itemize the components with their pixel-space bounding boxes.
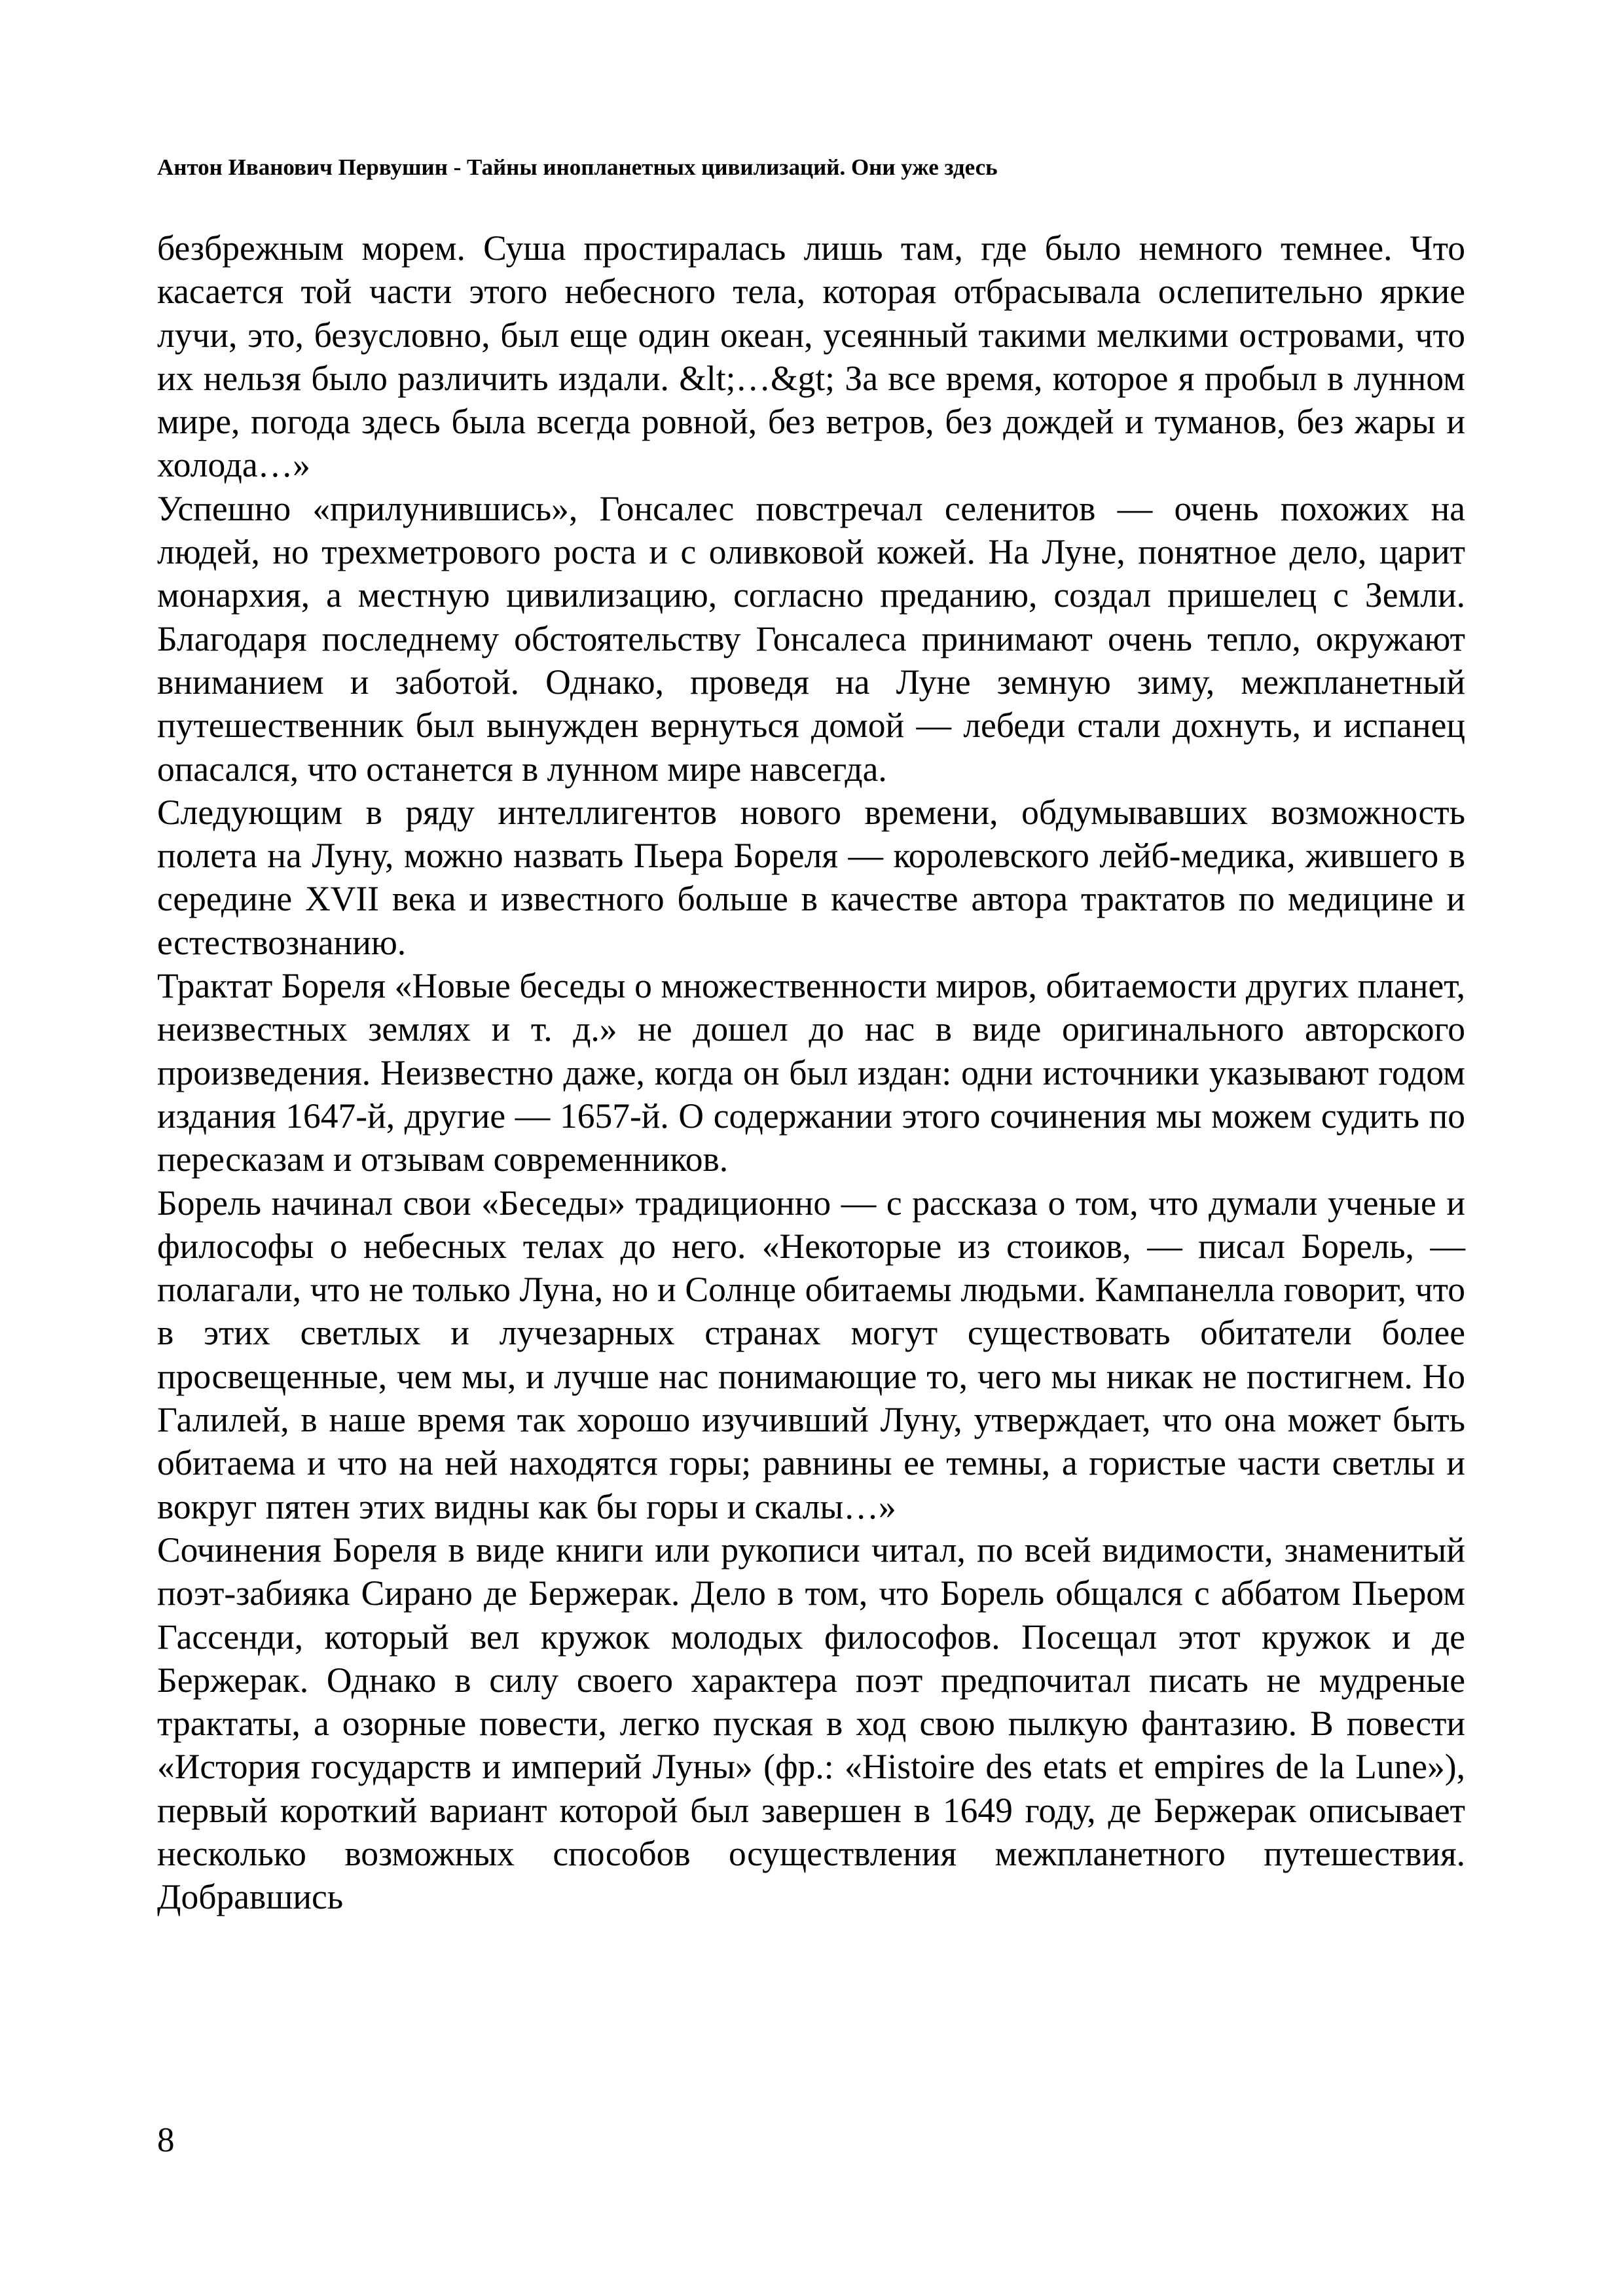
paragraph: безбрежным морем. Суша простиралась лишь там, где было немного темнее. Что касается той части этого небесного тела, которая отбрасывала ослепительно яркие лучи, это, безусловно, был еще один океан, усеянный такими мелкими островами, что их нельзя было различить издали. &lt;…&gt; За все время, которое я пробыл в лунном мире, погода здесь была всегда ровной, без ветров, без дождей и туманов, без жары и холода…» bbox=[157, 228, 1465, 485]
page-number: 8 bbox=[157, 2121, 175, 2159]
paragraph: Следующим в ряду интеллигентов нового времени, обдумывавших возможность полета на Луну, можно назвать Пьера Бореля — королевского лейб-медика, жившего в середине XVII века и известного больше в качестве автора трактатов по медицине и естествознанию. bbox=[157, 792, 1465, 962]
paragraph: Трактат Бореля «Новые беседы о множественности миров, обитаемости других планет, неизвестных землях и т. д.» не дошел до нас в виде оригинального авторского произведения. Неизвестно даже, когда он был издан: одни источники указывают годом издания 1647-й, другие — 1657-й. О содержании этого сочинения мы можем судить по пересказам и отзывам современников. bbox=[157, 966, 1465, 1179]
body-text bbox=[157, 226, 1465, 1919]
paragraph: Борель начинал свои «Беседы» традиционно — с рассказа о том, что думали ученые и философы о небесных телах до него. «Некоторые из стоиков, — писал Борель, — полагали, что не только Луна, но и Солнце обитаемы людьми. Кампанелла говорит, что в этих светлых и лучезарных странах могут существовать обитатели более просвещенные, чем мы, и лучше нас понимающие то, чего мы никак не постигнем. Но Галилей, в наше время так хорошо изучивший Луну, утверждает, что она может быть обитаема и что на ней находятся горы; равнины ее темны, а гористые части светлы и вокруг пятен этих видны как бы горы и скалы…» bbox=[157, 1183, 1465, 1526]
page-header: Антон Иванович Первушин - Тайны инопланетных цивилизаций. Они уже здесь bbox=[157, 154, 998, 180]
paragraph: Успешно «прилунившись», Гонсалес повстречал селенитов — очень похожих на людей, но трехметрового роста и с оливковой кожей. На Луне, понятное дело, царит монархия, а местную цивилизацию, согласно преданию, создал пришелец с Земли. Благодаря последнему обстоятельству Гонсалеса принимают очень тепло, окружают вниманием и заботой. Однако, проведя на Луне земную зиму, межпланетный путешественник был вынужден вернуться домой — лебеди стали дохнуть, и испанец опасался, что останется в лунном мире навсегда. bbox=[157, 488, 1465, 789]
paragraph: Сочинения Бореля в виде книги или рукописи читал, по всей видимости, знаменитый поэт-забияка Сирано де Бержерак. Дело в том, что Борель общался с аббатом Пьером Гассенди, который вел кружок молодых философов. Посещал этот кружок и де Бержерак. Однако в силу своего характера поэт предпочитал писать не мудреные трактаты, а озорные повести, легко пуская в ход свою пылкую фантазию. В повести «История государств и империй Луны» (фр.: «Histoire des etats et empires de la Lune»), первый короткий вариант которой был завершен в 1649 году, де Бержерак описывает несколько возможных способов осуществления межпланетного путешествия. Добравшись bbox=[157, 1530, 1465, 1917]
